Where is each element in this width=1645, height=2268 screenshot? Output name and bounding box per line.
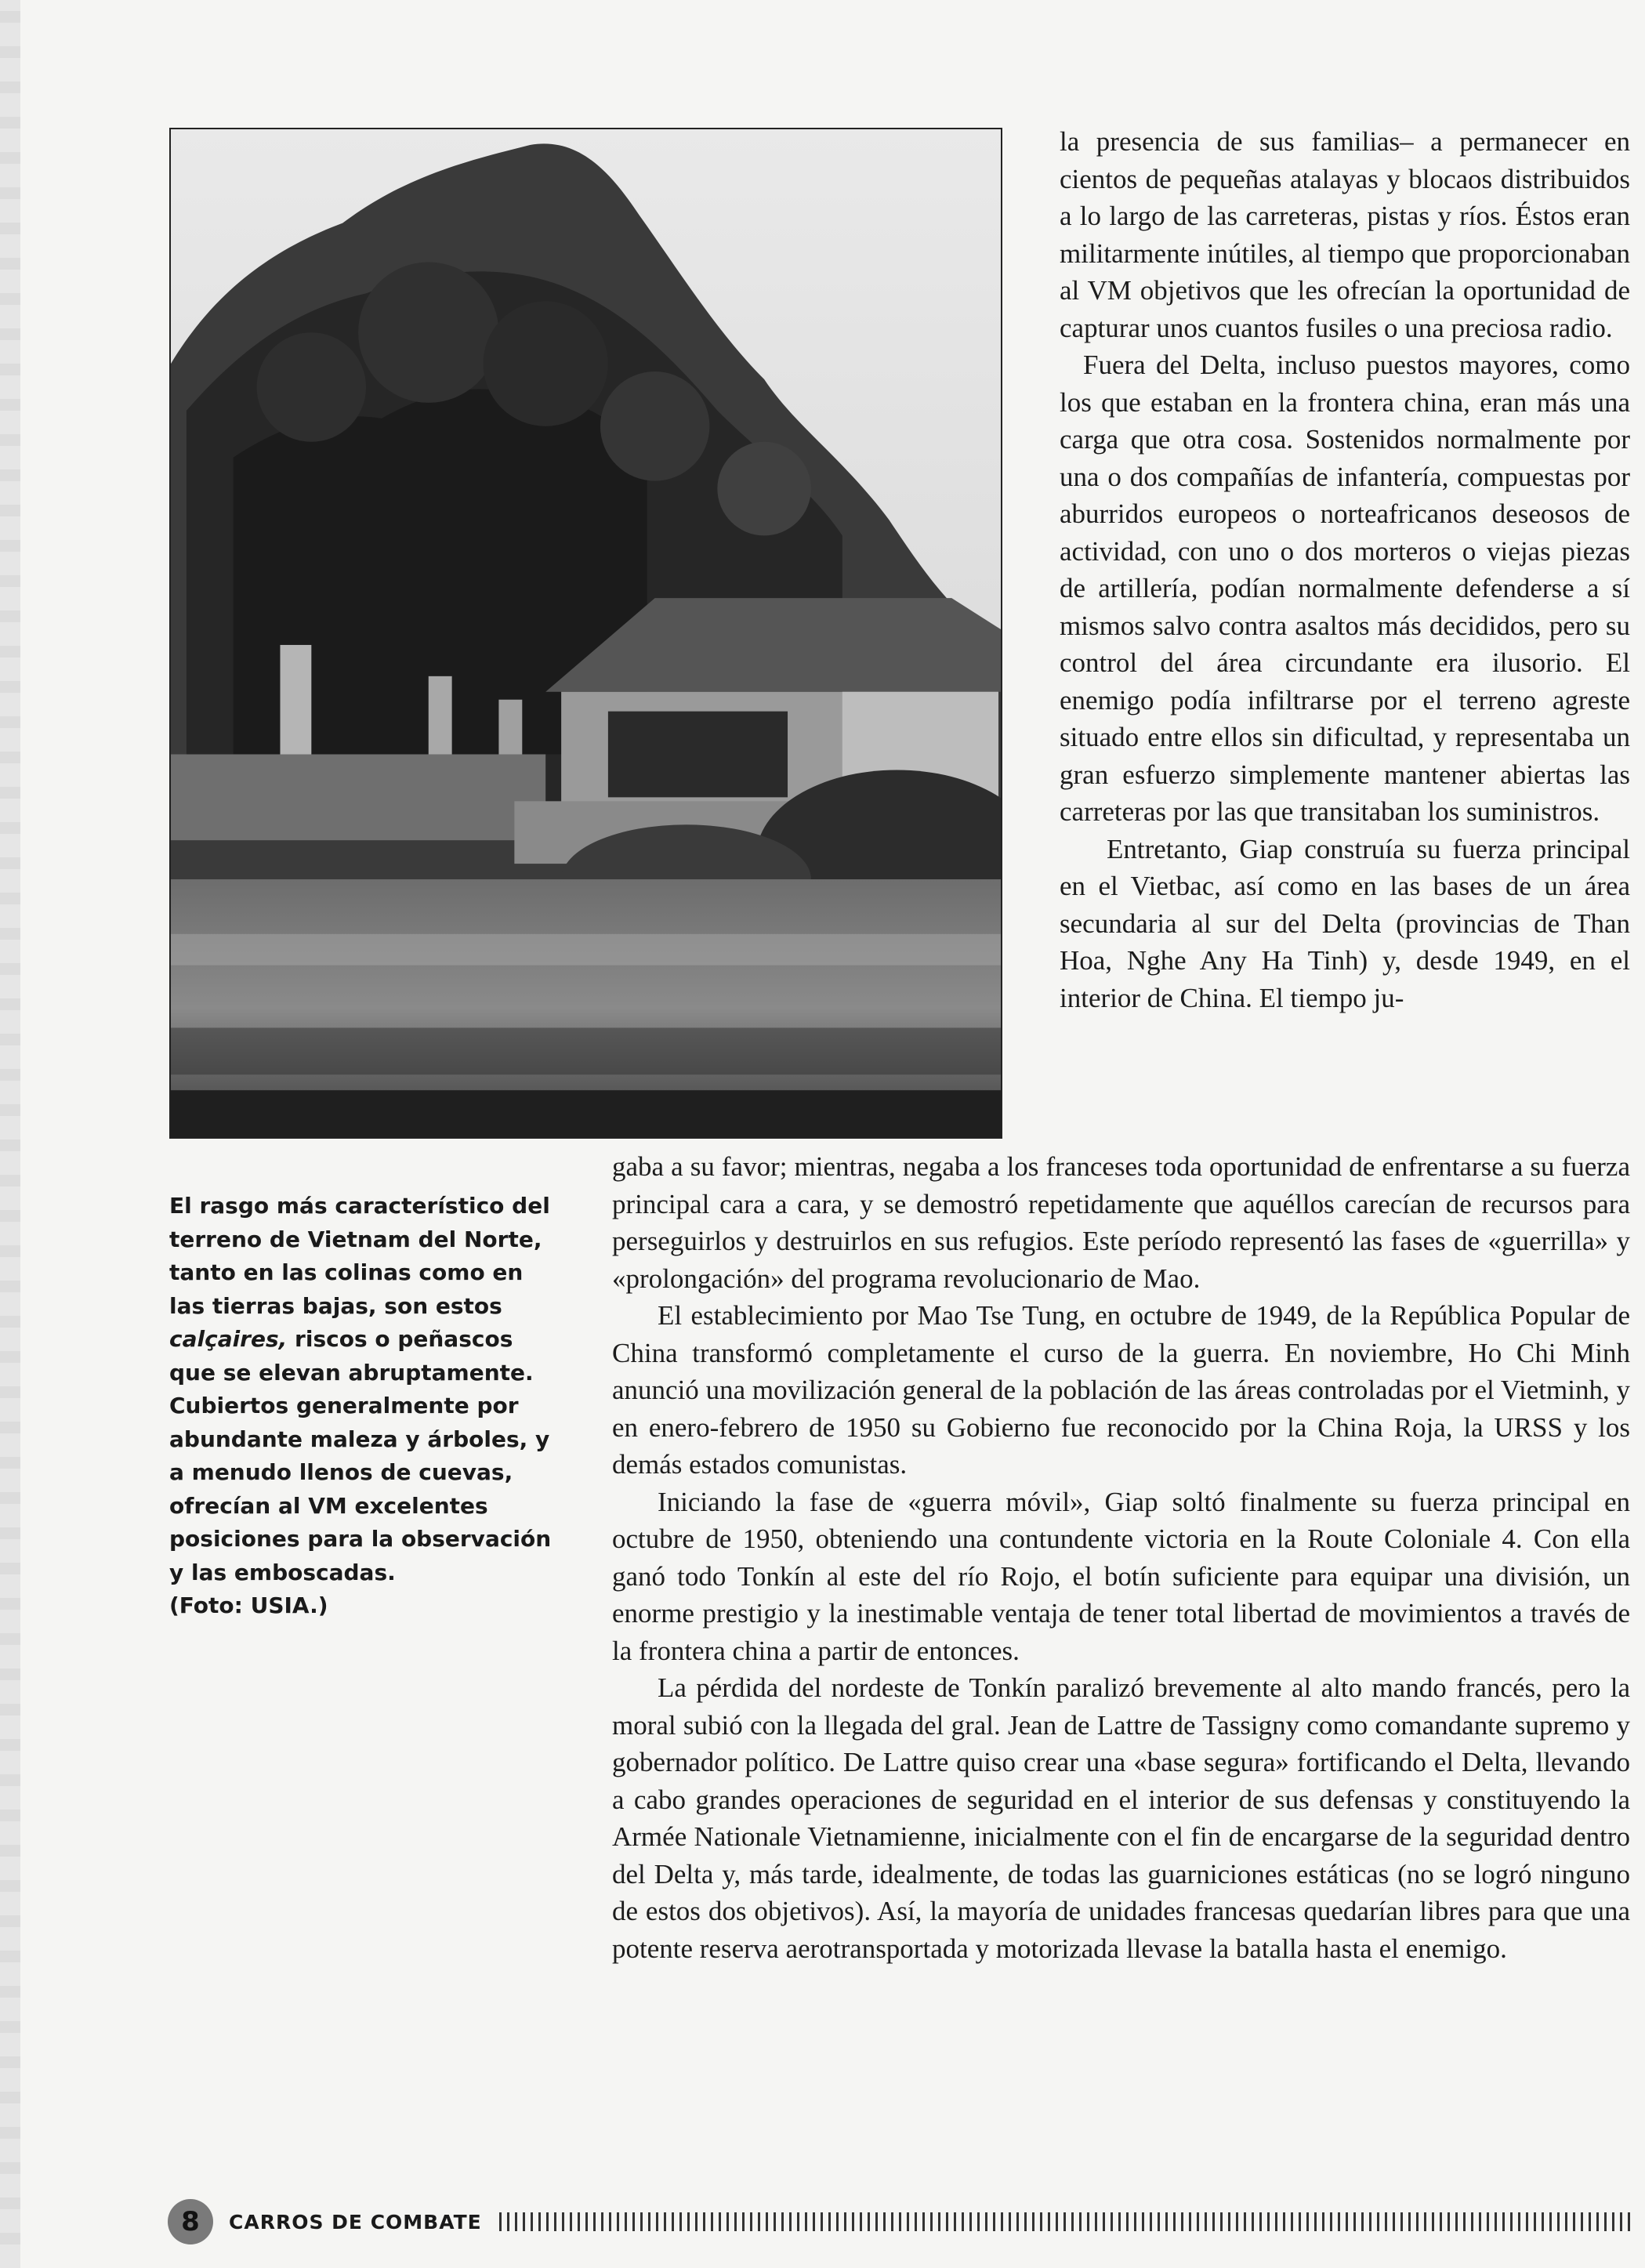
photo-credit: (Foto: USIA.) (169, 1592, 328, 1618)
right-column (1060, 123, 1630, 1016)
page-number: 8 (168, 2199, 213, 2244)
paragraph-2: Fuera del Delta, incluso puestos mayores, como los que estaban en la frontera china, eran más una carga que otra cosa. Sostenidos normalmente por una o dos compañías de infantería, compuestas por aburridos europeos o norteafricanos deseosos de actividad, con uno o dos morteros o viejas piezas de artillería, podían normalmente defenderse a sí mismos salvo contra asaltos más decididos, pero su control del área circundante era ilusorio. El enemigo podía infiltrarse por el terreno agreste situado entre ellos sin dificultad, y representaba un gran esfuerzo simplemente mantener abiertas las carreteras por las que transitaban los suministros. (1060, 350, 1630, 827)
paragraph-5: Iniciando la fase de «guerra móvil», Giap soltó finalmente su fuerza principal en octubre de 1950, obteniendo una contundente victoria en la Route Coloniale 4. Con ella ganó todo Tonkín al este del río Rojo, el botín suficiente para equipar una división, un enorme prestigio y la inestimable ventaja de tener total libertad de movimientos a través de la frontera china a partir de entonces. (612, 1486, 1630, 1666)
magazine-title: CARROS DE COMBATE (229, 2210, 482, 2234)
paragraph-4: El establecimiento por Mao Tse Tung, en octubre de 1949, de la República Popular de China transformó completamente el curso de la guerra. En noviembre, Ho Chi Minh anunció una movilización general de la población de las áreas controladas por el Vietminh, y en enero-febrero de 1950 su Gobierno fue reconocido por la China Roja, la URSS y los demás estados comunistas. (612, 1300, 1630, 1480)
caption-text-a: El rasgo más característico del terreno de Vietnam del Norte, tanto en las colinas como en las tierras bajas, son estos (169, 1193, 550, 1319)
caption-italic-term: calçaires, (169, 1326, 288, 1352)
wide-column (612, 1148, 1630, 1967)
photo-vietnam-terrain (169, 128, 1002, 1139)
paragraph-3-continued: gaba a su favor; mientras, negaba a los franceses toda oportunidad de enfrentarse a su fuerza principal cara a cara, y se demostró repetidamente que aquéllos carecían de recursos para perseguirlos y destruirlos en sus refugios. Este período representó las fases de «guerrilla» y «prolongación» del programa revolucionario de Mao. (612, 1151, 1630, 1294)
photo-caption (169, 1190, 553, 1623)
paragraph-3: Entretanto, Giap construía su fuerza principal en el Vietbac, así como en las bases de un área secundaria al sur del Delta (provincias de Than Hoa, Nghe Any Ha Tinh) y, desde 1949, en el interior de China. El tiempo ju- (1060, 833, 1630, 1013)
page-footer (168, 2204, 1630, 2240)
paragraph-6: La pérdida del nordeste de Tonkín paralizó brevemente al alto mando francés, pero la moral subió con la llegada del gral. Jean de Lattre de Tassigny como comandante supremo y gobernador político. De Lattre quiso crear una «base segura» fortificando el Delta, llevando a cabo grandes operaciones de seguridad en el interior de sus defensas y constituyendo la Armée Nationale Vietnamienne, inicialmente con el fin de encargarse de la seguridad dentro del Delta y, más tarde, idealmente, de todas las guarniciones estáticas (no se logró ninguno de estos dos objetivos). Así, la mayoría de unidades francesas quedarían libres para que una potente reserva aerotransportada y motorizada llevase la batalla hasta el enemigo. (612, 1672, 1630, 1964)
scan-margin (0, 0, 20, 2268)
paragraph-1: la presencia de sus familias– a permanecer en cientos de pequeñas atalayas y blocaos distribuidos a lo largo de las carreteras, pistas y ríos. Éstos eran militarmente inútiles, al tiempo que proporcionaban al VM objetivos que les ofrecían la oportunidad de capturar unos cuantos fusiles o una preciosa radio. (1060, 126, 1630, 343)
landscape-photo-icon (171, 129, 1001, 1137)
caption-text-b: riscos o peñascos que se elevan abruptamente. Cubiertos generalmente por abundante maleza y árboles, y a menudo llenos de cuevas, ofrecían al VM excelentes posiciones para la observación y las emboscadas. (169, 1326, 552, 1585)
footer-tick-bar (499, 2212, 1630, 2231)
